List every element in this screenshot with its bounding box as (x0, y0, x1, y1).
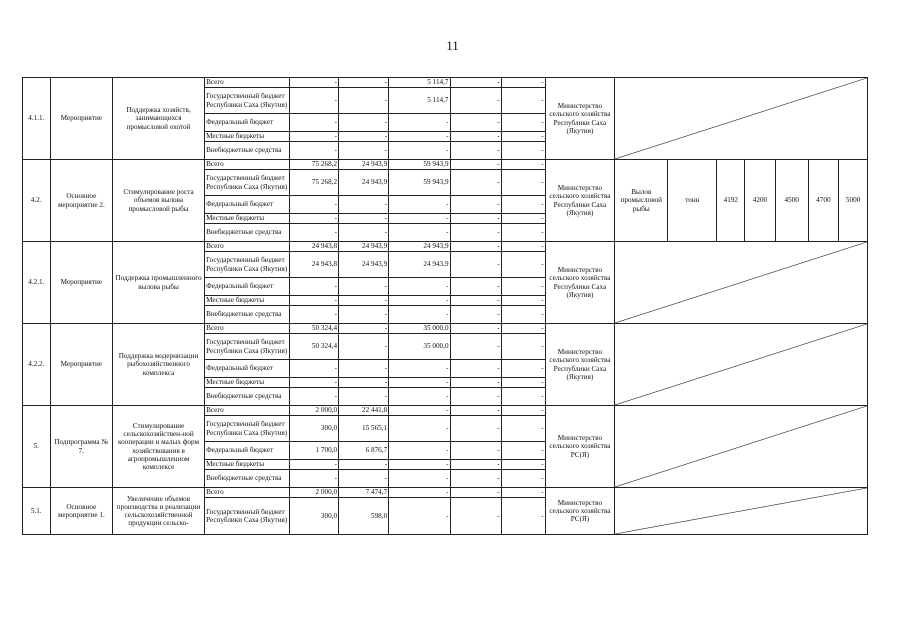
funding-value: - (289, 388, 338, 406)
funding-value: 59 943,9 (389, 160, 450, 170)
funding-source: Государственный бюджет Республики Саха (Якутия) (205, 334, 290, 360)
funding-value: 24 943,9 (339, 252, 389, 278)
funding-value: - (389, 388, 450, 406)
diagonal-line (615, 78, 867, 159)
funding-value: - (450, 378, 501, 388)
funding-source: Местные бюджеты (205, 132, 290, 142)
funding-value: - (389, 142, 450, 160)
funding-value: - (389, 470, 450, 488)
funding-value: - (501, 470, 545, 488)
item-type: Основное мероприятие 2. (50, 160, 112, 242)
funding-value: - (501, 488, 545, 498)
item-number: 4.1.1. (23, 78, 51, 160)
funding-source: Местные бюджеты (205, 214, 290, 224)
funding-value: - (501, 278, 545, 296)
funding-value: - (289, 196, 338, 214)
responsible-executor: Министерство сельского хозяйства РС(Я) (545, 488, 615, 535)
funding-source: Федеральный бюджет (205, 442, 290, 460)
funding-value: 24 943,9 (339, 242, 389, 252)
funding-value: - (289, 296, 338, 306)
funding-value: - (450, 88, 501, 114)
funding-value: - (339, 132, 389, 142)
funding-value: - (501, 114, 545, 132)
funding-row (23, 406, 868, 416)
funding-source: Государственный бюджет Республики Саха (Якутия) (205, 88, 290, 114)
funding-source: Местные бюджеты (205, 296, 290, 306)
funding-value: - (289, 78, 338, 88)
funding-value: - (501, 460, 545, 470)
funding-value: - (339, 360, 389, 378)
funding-value: - (501, 498, 545, 535)
funding-source: Всего (205, 242, 290, 252)
funding-value: 598,0 (339, 498, 389, 535)
diagonal-blank-cell (615, 78, 868, 160)
funding-value: 50 324,4 (289, 324, 338, 334)
item-name: Стимулирование сельскохозяйствен-ной кооперации и малых форм хозяйствования в агропромышленном комплексе (113, 406, 205, 488)
funding-value: - (501, 416, 545, 442)
funding-source: Внебюджетные средства (205, 470, 290, 488)
funding-value: - (450, 214, 501, 224)
funding-value: - (389, 278, 450, 296)
funding-value: - (501, 88, 545, 114)
funding-value: - (339, 460, 389, 470)
funding-value: - (389, 360, 450, 378)
program-funding-table (22, 77, 868, 535)
item-name: Стимулирование роста объемов вылова промысловой рыбы (113, 160, 205, 242)
funding-value: - (450, 388, 501, 406)
funding-value: - (450, 142, 501, 160)
funding-value: - (389, 114, 450, 132)
funding-value: 24 943,8 (289, 252, 338, 278)
funding-value: - (501, 442, 545, 460)
funding-value: - (389, 442, 450, 460)
funding-value: - (289, 214, 338, 224)
funding-value: - (339, 142, 389, 160)
diagonal-blank-cell (615, 242, 868, 324)
funding-value: 2 000,0 (289, 406, 338, 416)
funding-value: - (289, 360, 338, 378)
item-number: 4.2. (23, 160, 51, 242)
funding-row (23, 78, 868, 88)
item-type: Мероприятие (50, 324, 112, 406)
funding-row (23, 160, 868, 170)
funding-source: Всего (205, 160, 290, 170)
funding-value: - (450, 470, 501, 488)
item-number: 4.2.2. (23, 324, 51, 406)
funding-value: - (450, 306, 501, 324)
funding-value: - (389, 498, 450, 535)
funding-value: - (289, 306, 338, 324)
indicator-unit: тонн (668, 160, 717, 242)
funding-source: Государственный бюджет Республики Саха (Якутия) (205, 252, 290, 278)
funding-value: 300,0 (289, 498, 338, 535)
funding-source: Государственный бюджет Республики Саха (Якутия) (205, 498, 290, 535)
funding-value: 35 000,0 (389, 334, 450, 360)
item-name: Поддержка промышленного вылова рыбы (113, 242, 205, 324)
funding-value: - (501, 214, 545, 224)
diagonal-blank-cell (615, 406, 868, 488)
funding-value: 7 474,7 (339, 488, 389, 498)
funding-value: 75 268,2 (289, 170, 338, 196)
funding-value: - (389, 296, 450, 306)
funding-value: 5 114,7 (389, 78, 450, 88)
funding-value: - (450, 242, 501, 252)
funding-value: - (339, 324, 389, 334)
diagonal-blank-cell (615, 324, 868, 406)
funding-value: - (389, 224, 450, 242)
funding-value: - (289, 114, 338, 132)
indicator-value: 5000 (839, 160, 868, 242)
funding-value: - (450, 252, 501, 278)
funding-value: - (450, 196, 501, 214)
funding-value: - (339, 196, 389, 214)
funding-source: Федеральный бюджет (205, 196, 290, 214)
page-number: 11 (446, 38, 459, 53)
item-name: Поддержка хозяйств, занимающихся промысловой охотой (113, 78, 205, 160)
responsible-executor: Министерство сельского хозяйства РС(Я) (545, 406, 615, 488)
funding-value: 24 943,9 (339, 170, 389, 196)
item-type: Основное мероприятие 1. (50, 488, 112, 535)
diagonal-blank-cell (615, 488, 868, 535)
funding-value: - (289, 224, 338, 242)
indicator-value: 4700 (808, 160, 839, 242)
funding-source: Всего (205, 406, 290, 416)
funding-value: - (501, 142, 545, 160)
indicator-value: 4192 (717, 160, 745, 242)
item-number: 5.1. (23, 488, 51, 535)
funding-value: 24 943,9 (339, 160, 389, 170)
funding-value: - (339, 470, 389, 488)
funding-value: - (501, 242, 545, 252)
funding-source: Внебюджетные средства (205, 224, 290, 242)
funding-value: - (389, 416, 450, 442)
funding-value: - (501, 160, 545, 170)
funding-value: - (450, 334, 501, 360)
funding-value: - (450, 360, 501, 378)
funding-value: 24 943,9 (389, 242, 450, 252)
funding-source: Всего (205, 488, 290, 498)
funding-value: - (501, 324, 545, 334)
funding-value: - (389, 378, 450, 388)
funding-value: 50 324,4 (289, 334, 338, 360)
funding-value: - (339, 306, 389, 324)
item-type: Мероприятие (50, 78, 112, 160)
funding-value: - (450, 278, 501, 296)
indicator-value: 4200 (745, 160, 776, 242)
funding-value: - (450, 442, 501, 460)
diagonal-line (615, 488, 867, 534)
funding-value: - (501, 406, 545, 416)
funding-source: Всего (205, 78, 290, 88)
funding-value: 59 943,9 (389, 170, 450, 196)
funding-source: Внебюджетные средства (205, 142, 290, 160)
funding-value: - (450, 416, 501, 442)
indicator-value: 4500 (775, 160, 808, 242)
funding-value: - (450, 170, 501, 196)
funding-value: - (339, 114, 389, 132)
funding-value: - (450, 406, 501, 416)
item-type: Подпрограмма № 7. (50, 406, 112, 488)
funding-value: - (501, 296, 545, 306)
responsible-executor: Министерство сельского хозяйства Республики Саха (Якутия) (545, 242, 615, 324)
funding-value: - (501, 388, 545, 406)
funding-value: - (501, 306, 545, 324)
funding-value: 5 114,7 (389, 88, 450, 114)
funding-value: - (339, 224, 389, 242)
funding-source: Государственный бюджет Республики Саха (Якутия) (205, 416, 290, 442)
funding-source: Государственный бюджет Республики Саха (Якутия) (205, 170, 290, 196)
funding-value: - (501, 378, 545, 388)
funding-value: - (501, 78, 545, 88)
responsible-executor: Министерство сельского хозяйства Республики Саха (Якутия) (545, 78, 615, 160)
funding-value: 15 565,1 (339, 416, 389, 442)
funding-value: - (339, 296, 389, 306)
funding-value: - (339, 378, 389, 388)
funding-row (23, 488, 868, 498)
funding-value: 24 943,9 (389, 252, 450, 278)
funding-value: - (339, 78, 389, 88)
item-name: Поддержка модернизации рыбохозяйственного комплекса (113, 324, 205, 406)
funding-source: Федеральный бюджет (205, 278, 290, 296)
funding-value: - (389, 196, 450, 214)
funding-value: 22 441,8 (339, 406, 389, 416)
funding-source: Местные бюджеты (205, 378, 290, 388)
funding-row (23, 242, 868, 252)
funding-value: - (501, 360, 545, 378)
responsible-executor: Министерство сельского хозяйства Республики Саха (Якутия) (545, 160, 615, 242)
funding-value: - (501, 170, 545, 196)
funding-value: - (289, 132, 338, 142)
funding-value: - (389, 306, 450, 324)
funding-source: Всего (205, 324, 290, 334)
funding-value: - (389, 132, 450, 142)
funding-value: 6 876,7 (339, 442, 389, 460)
funding-value: - (339, 214, 389, 224)
funding-value: - (289, 378, 338, 388)
funding-value: - (339, 388, 389, 406)
funding-value: - (450, 114, 501, 132)
funding-value: - (501, 252, 545, 278)
funding-value: - (289, 460, 338, 470)
funding-value: 24 943,8 (289, 242, 338, 252)
funding-value: - (450, 498, 501, 535)
funding-value: 2 000,0 (289, 488, 338, 498)
funding-value: - (450, 488, 501, 498)
item-number: 5. (23, 406, 51, 488)
funding-value: - (289, 88, 338, 114)
funding-value: - (501, 334, 545, 360)
funding-source: Внебюджетные средства (205, 306, 290, 324)
funding-value: 1 700,0 (289, 442, 338, 460)
funding-source: Федеральный бюджет (205, 114, 290, 132)
funding-value: - (450, 324, 501, 334)
funding-value: - (289, 278, 338, 296)
diagonal-line (615, 324, 867, 405)
funding-source: Федеральный бюджет (205, 360, 290, 378)
funding-value: - (339, 278, 389, 296)
funding-value: - (450, 460, 501, 470)
funding-value: - (450, 160, 501, 170)
funding-value: - (389, 214, 450, 224)
funding-value: - (289, 470, 338, 488)
funding-value: - (501, 132, 545, 142)
funding-row (23, 324, 868, 334)
funding-value: - (450, 224, 501, 242)
indicator-name: Вылов промысловой рыбы (615, 160, 668, 242)
funding-value: - (450, 78, 501, 88)
funding-value: 300,0 (289, 416, 338, 442)
item-name: Увеличение объемов производства и реализации сельскохозяйственной продукции сельско- (113, 488, 205, 535)
responsible-executor: Министерство сельского хозяйства Республики Саха (Якутия) (545, 324, 615, 406)
funding-value: - (339, 334, 389, 360)
funding-value: - (450, 132, 501, 142)
funding-value: - (389, 488, 450, 498)
item-number: 4.2.1. (23, 242, 51, 324)
diagonal-line (615, 406, 867, 487)
funding-value: - (289, 142, 338, 160)
funding-value: - (389, 460, 450, 470)
funding-source: Внебюджетные средства (205, 388, 290, 406)
funding-value: - (501, 224, 545, 242)
funding-source: Местные бюджеты (205, 460, 290, 470)
funding-value: 75 268,2 (289, 160, 338, 170)
funding-value: - (450, 296, 501, 306)
diagonal-line (615, 242, 867, 323)
funding-value: 35 000,0 (389, 324, 450, 334)
funding-value: - (389, 406, 450, 416)
funding-value: - (339, 88, 389, 114)
item-type: Мероприятие (50, 242, 112, 324)
funding-value: - (501, 196, 545, 214)
